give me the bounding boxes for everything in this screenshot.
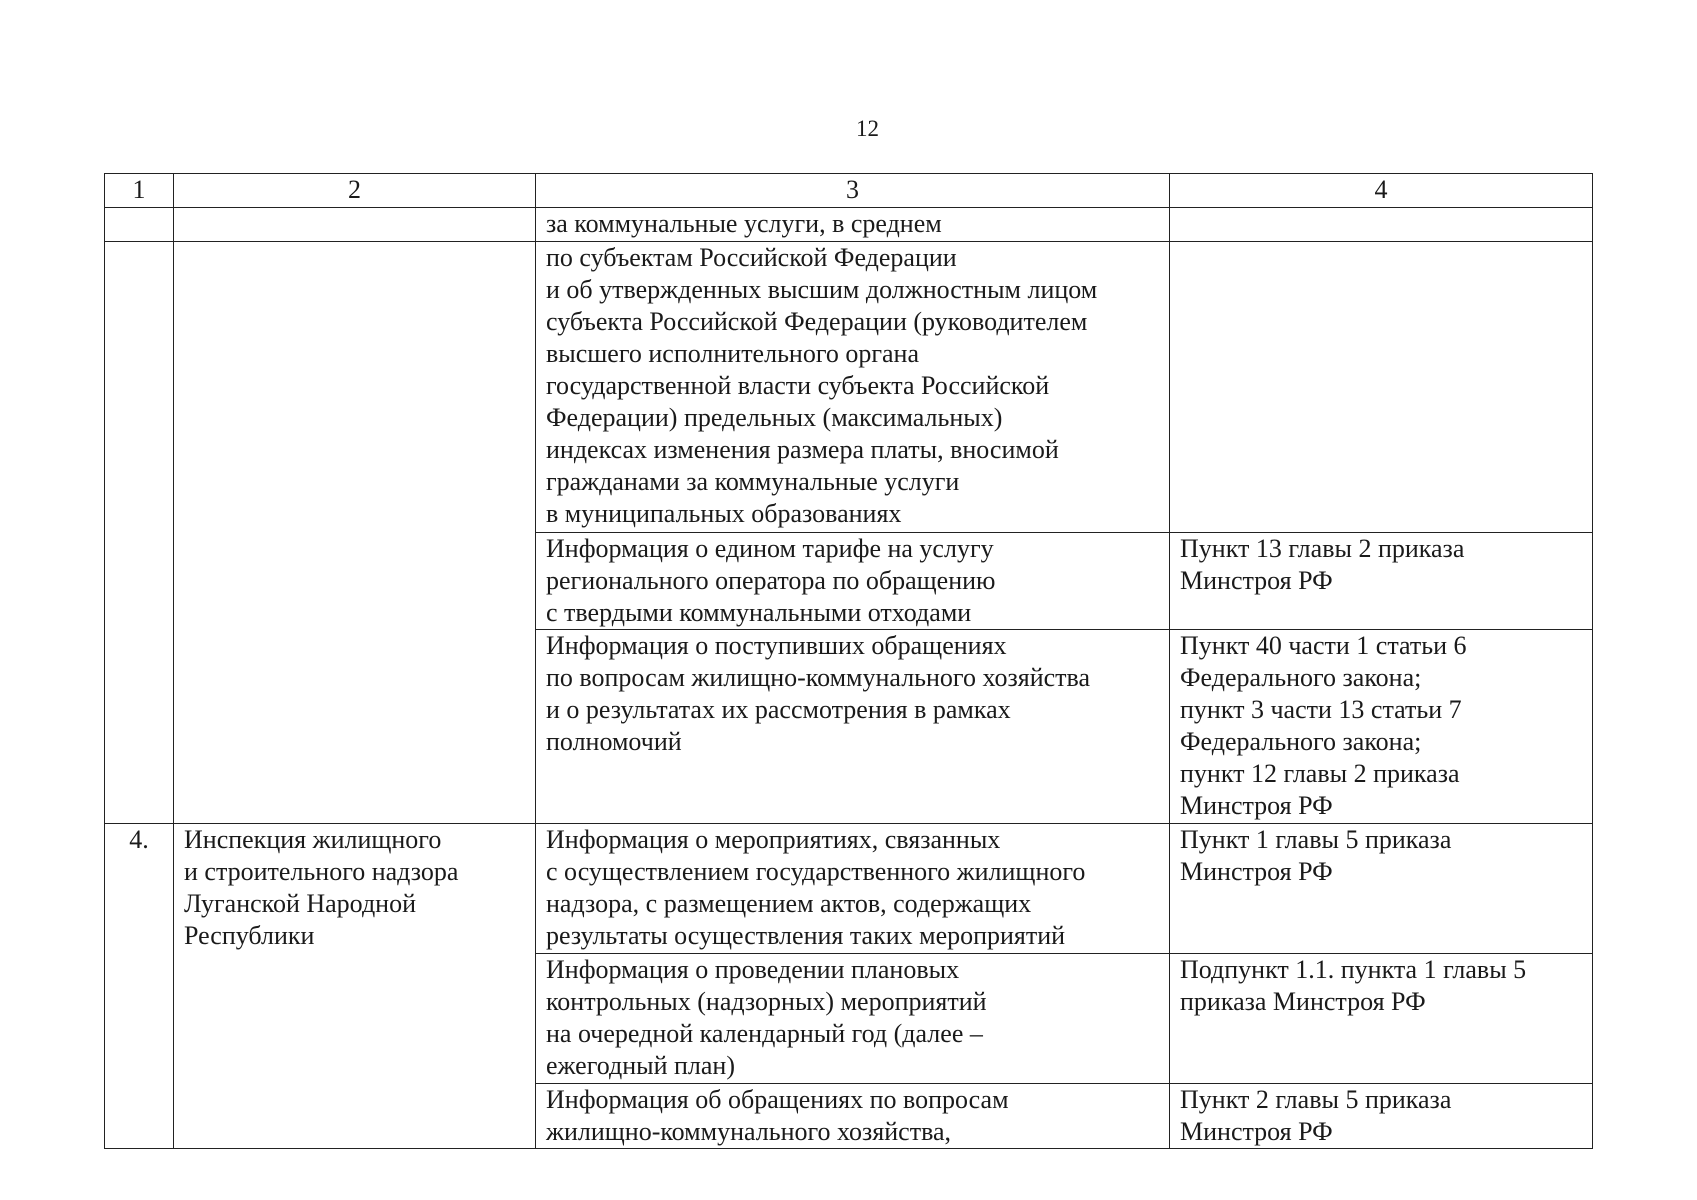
column-header-4: 4	[1170, 174, 1593, 208]
row-number: 4.	[105, 824, 174, 1149]
information-cell: Информация об обращениях по вопросам жилищно-коммунального хозяйства,	[536, 1084, 1170, 1149]
column-header-1: 1	[105, 174, 174, 208]
authority-cell	[174, 242, 536, 824]
information-cell: за коммунальные услуги, в среднем	[536, 208, 1170, 242]
basis-cell: Подпункт 1.1. пункта 1 главы 5 приказа Минстроя РФ	[1170, 954, 1593, 1084]
basis-cell: Пункт 2 главы 5 приказа Минстроя РФ	[1170, 1084, 1593, 1149]
row-number	[105, 242, 174, 824]
authority-cell: Инспекция жилищного и строительного надзора Луганской Народной Республики	[174, 824, 536, 1149]
page-number: 12	[856, 116, 879, 141]
basis-cell: Пункт 1 главы 5 приказа Минстроя РФ	[1170, 824, 1593, 954]
information-cell: по субъектам Российской Федерации и об утвержденных высшим должностным лицом субъекта Российской Федерации (руководителем высшего исполнительного органа государственной власти субъекта Российской Федерации) предельных (максимальных) индексах изменения размера платы, вносимой гражданами за коммунальные услуги в муниципальных образованиях	[536, 242, 1170, 533]
information-cell: Информация о проведении плановых контрольных (надзорных) мероприятий на очередной календарный год (далее – ежегодный план)	[536, 954, 1170, 1084]
table-row	[105, 242, 1593, 533]
basis-cell: Пункт 40 части 1 статьи 6 Федерального закона; пункт 3 части 13 статьи 7 Федерального закона; пункт 12 главы 2 приказа Минстроя РФ	[1170, 630, 1593, 824]
row-number	[105, 208, 174, 242]
column-header-3: 3	[536, 174, 1170, 208]
column-header-2: 2	[174, 174, 536, 208]
information-cell: Информация о едином тарифе на услугу регионального оператора по обращению с твердыми коммунальными отходами	[536, 533, 1170, 630]
table-row	[105, 824, 1593, 954]
authority-cell	[174, 208, 536, 242]
basis-cell: Пункт 13 главы 2 приказа Минстроя РФ	[1170, 533, 1593, 630]
information-cell: Информация о поступивших обращениях по вопросам жилищно-коммунального хозяйства и о результатах их рассмотрения в рамках полномочий	[536, 630, 1170, 824]
table-header-row	[105, 174, 1593, 208]
table-row	[105, 208, 1593, 242]
information-cell: Информация о мероприятиях, связанных с осуществлением государственного жилищного надзора, с размещением актов, содержащих результаты осуществления таких мероприятий	[536, 824, 1170, 954]
document-table	[104, 173, 1593, 1149]
basis-cell	[1170, 208, 1593, 242]
basis-cell	[1170, 242, 1593, 533]
